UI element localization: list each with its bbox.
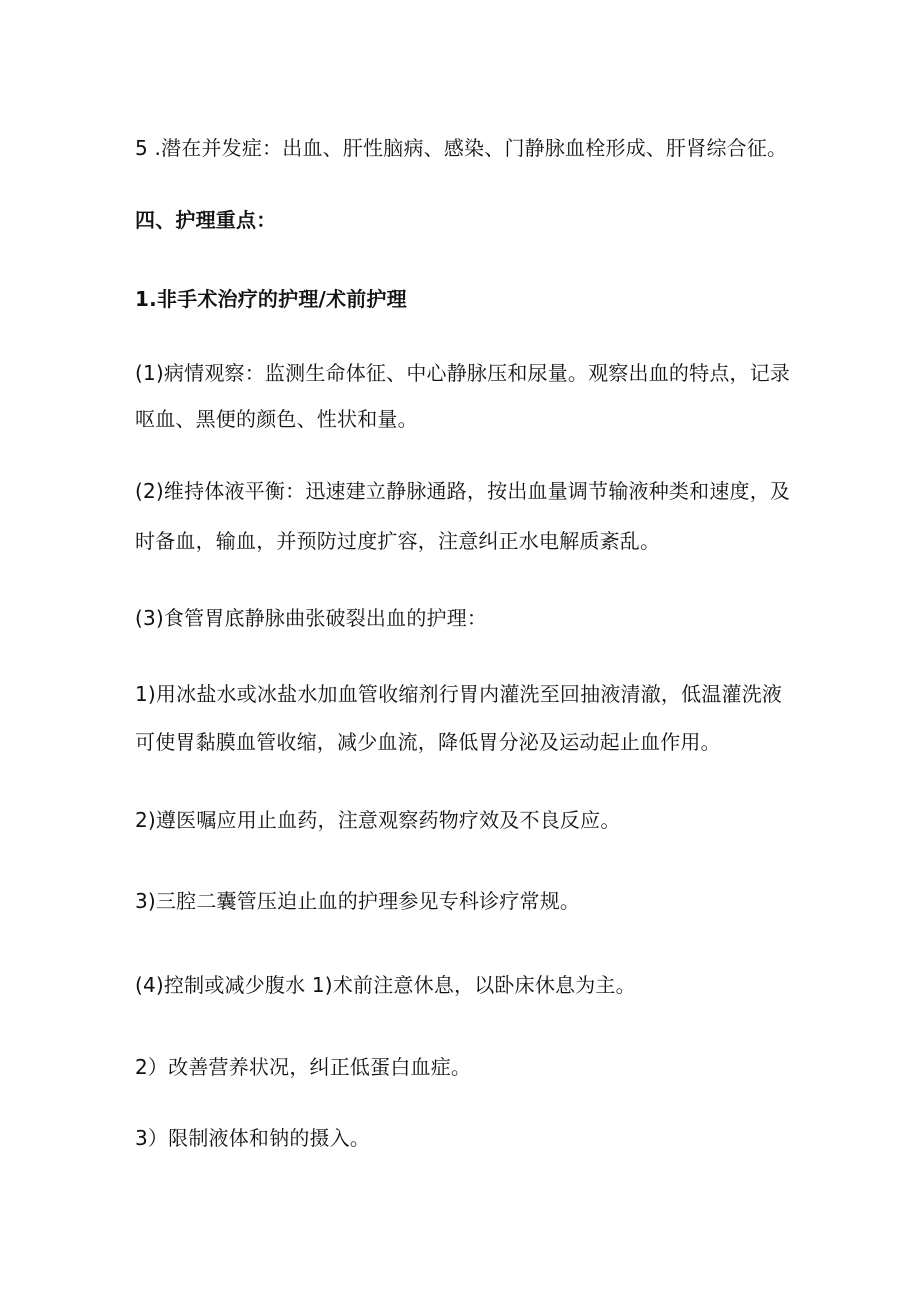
paragraph-line: (1)病情观察：监测生命体征、中心静脉压和尿量。观察出血的特点，记录 [135,361,791,385]
paragraph-line: 呕血、黑便的颜色、性状和量。 [135,407,418,431]
paragraph-line: 时备血，输血，并预防过度扩容，注意纠正水电解质紊乱。 [135,529,661,553]
section-heading: 四、护理重点： [135,208,277,232]
paragraph-line: (3)食管胃底静脉曲张破裂出血的护理： [135,606,488,630]
paragraph-line: 2）改善营养状况，纠正低蛋白血症。 [135,1055,472,1079]
paragraph-line: 3）限制液体和钠的摄入。 [135,1126,371,1150]
paragraph-line: 可使胃黏膜血管收缩，减少血流，降低胃分泌及运动起止血作用。 [135,730,721,754]
subsection-heading: 1.非手术治疗的护理/术前护理 [135,287,407,311]
paragraph-line: 2)遵医嘱应用止血药，注意观察药物疗效及不良反应。 [135,808,621,832]
paragraph-line: (4)控制或减少腹水 1)术前注意休息，以卧床休息为主。 [135,973,636,997]
complication-line: 5 .潜在并发症：出血、肝性脑病、感染、门静脉血栓形成、肝肾综合征。 [135,136,788,160]
paragraph-line: 1)用冰盐水或冰盐水加血管收缩剂行胃内灌洗至回抽液清澈，低温灌洗液 [135,682,783,706]
paragraph-line: (2)维持体液平衡：迅速建立静脉通路，按出血量调节输液种类和速度，及 [135,479,791,503]
paragraph-line: 3)三腔二囊管压迫止血的护理参见专科诊疗常规。 [135,889,581,913]
